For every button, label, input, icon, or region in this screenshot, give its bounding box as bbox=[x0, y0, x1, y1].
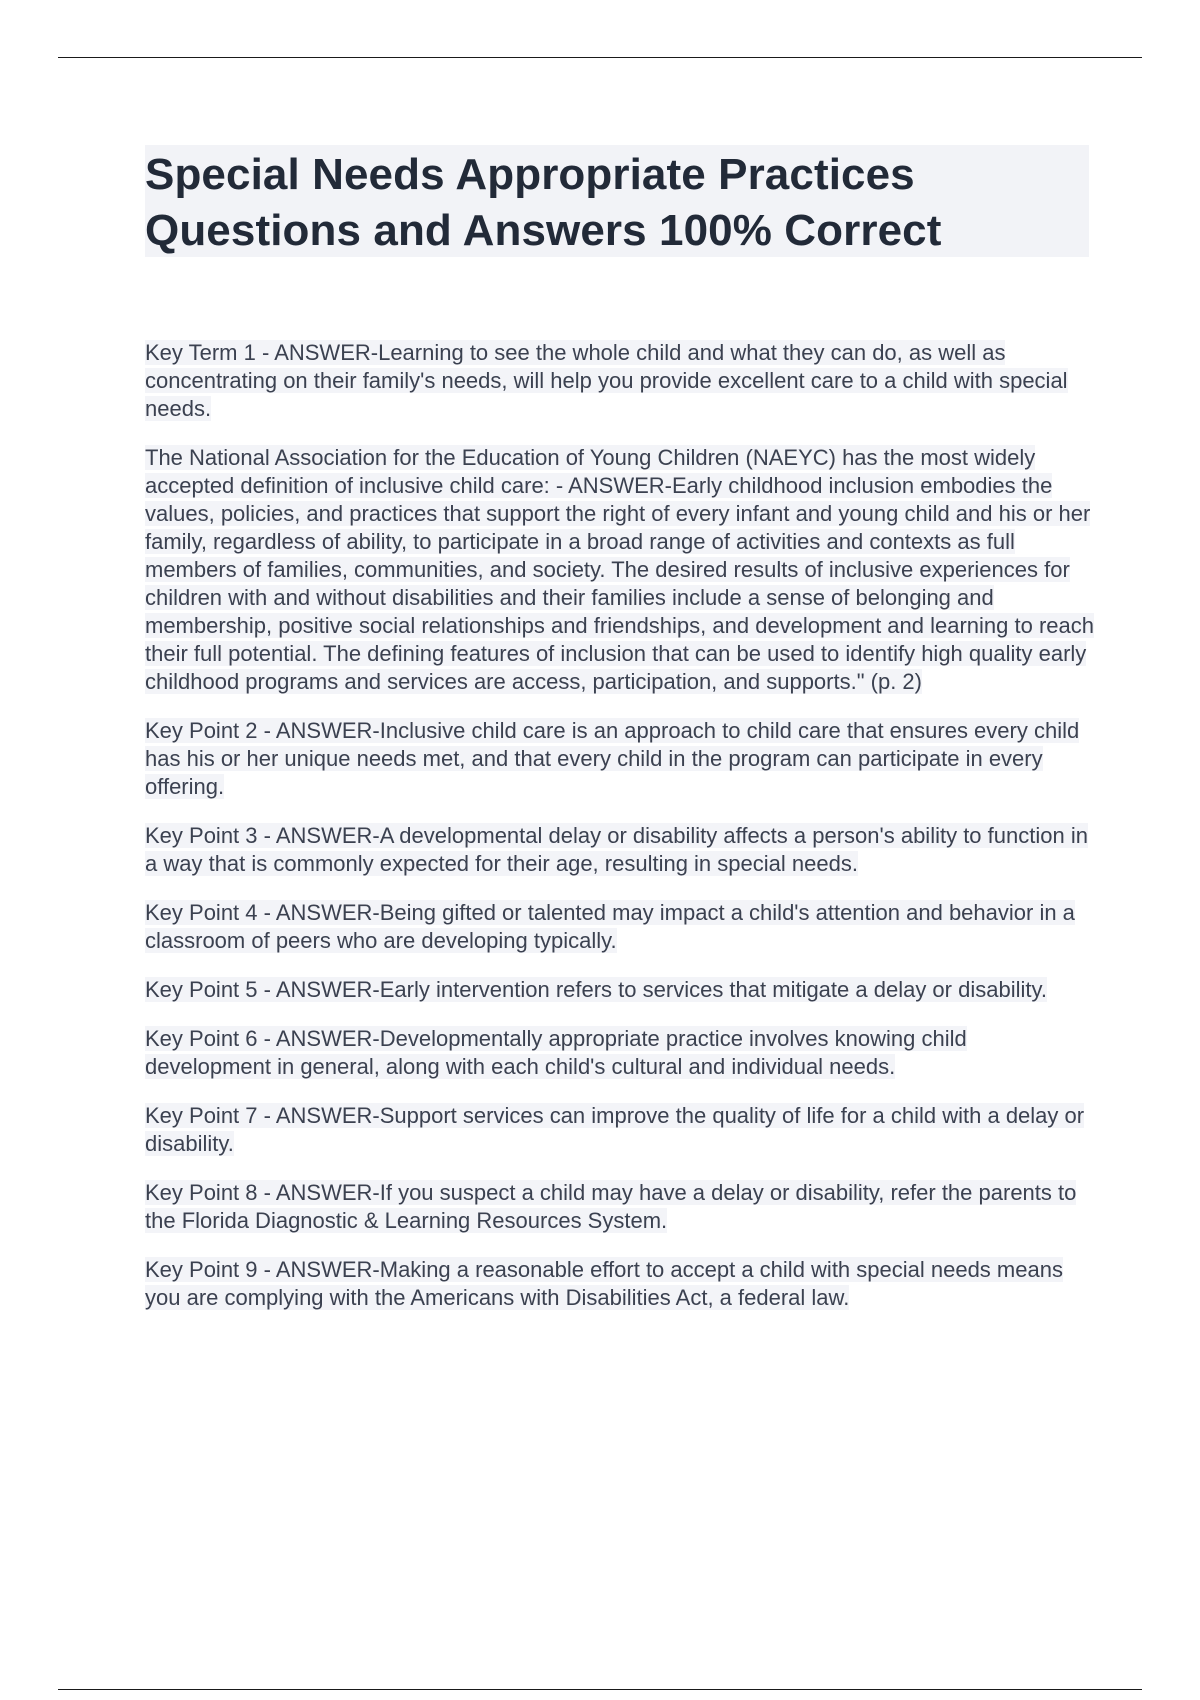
qa-entry-key-point-9 bbox=[145, 1256, 1095, 1312]
top-divider bbox=[58, 57, 1142, 58]
qa-entry-key-point-7 bbox=[145, 1102, 1095, 1158]
qa-entry-text: Key Term 1 - ANSWER-Learning to see the whole child and what they can do, as well as concentrating on their family's needs, will help you provide excellent care to a child with special needs. bbox=[145, 340, 1068, 421]
qa-list bbox=[145, 339, 1095, 1333]
qa-entry-text: Key Point 2 - ANSWER-Inclusive child care is an approach to child care that ensures every child has his or her unique needs met, and that every child in the program can participate in every offering. bbox=[145, 718, 1080, 799]
qa-entry-text: Key Point 7 - ANSWER-Support services can improve the quality of life for a child with a delay or disability. bbox=[145, 1103, 1085, 1156]
qa-entry-text: Key Point 8 - ANSWER-If you suspect a child may have a delay or disability, refer the parents to the Florida Diagnostic & Learning Resources System. bbox=[145, 1180, 1077, 1233]
qa-entry-key-point-5 bbox=[145, 976, 1095, 1004]
title-line-2: Questions and Answers 100% Correct bbox=[145, 206, 942, 255]
qa-entry-key-point-4 bbox=[145, 899, 1095, 955]
document-title bbox=[145, 145, 1089, 257]
qa-entry-key-point-8 bbox=[145, 1179, 1095, 1235]
qa-entry-text: Key Point 9 - ANSWER-Making a reasonable effort to accept a child with special needs means you are complying with the Americans with Disabilities Act, a federal law. bbox=[145, 1257, 1063, 1310]
qa-entry-naeyc-definition bbox=[145, 444, 1095, 696]
qa-entry-key-point-2 bbox=[145, 717, 1095, 801]
title-line-1: Special Needs Appropriate Practices bbox=[145, 150, 915, 199]
qa-entry-key-term-1 bbox=[145, 339, 1095, 423]
qa-entry-text: Key Point 6 - ANSWER-Developmentally appropriate practice involves knowing child development in general, along with each child's cultural and individual needs. bbox=[145, 1026, 967, 1079]
qa-entry-text: Key Point 5 - ANSWER-Early intervention refers to services that mitigate a delay or disability. bbox=[145, 977, 1047, 1002]
bottom-divider bbox=[58, 1689, 1142, 1690]
qa-entry-text: Key Point 4 - ANSWER-Being gifted or talented may impact a child's attention and behavior in a classroom of peers who are developing typically. bbox=[145, 900, 1075, 953]
qa-entry-key-point-3 bbox=[145, 822, 1095, 878]
qa-entry-text: Key Point 3 - ANSWER-A developmental delay or disability affects a person's ability to function in a way that is commonly expected for their age, resulting in special needs. bbox=[145, 823, 1088, 876]
qa-entry-key-point-6 bbox=[145, 1025, 1095, 1081]
qa-entry-text: The National Association for the Education of Young Children (NAEYC) has the most widely accepted definition of inclusive child care: - ANSWER-Early childhood inclusion embodies the values, policies, and practices that support the right of every infant and young child and his or her family, regardless of ability, to participate in a broad range of activities and contexts as full members of families, communities, and society. The desired results of inclusive experiences for children with and without disabilities and their families include a sense of belonging and membership, positive social relationships and friendships, and development and learning to reach their full potential. The defining features of inclusion that can be used to identify high quality early childhood programs and services are access, participation, and supports." (p. 2) bbox=[145, 445, 1094, 694]
